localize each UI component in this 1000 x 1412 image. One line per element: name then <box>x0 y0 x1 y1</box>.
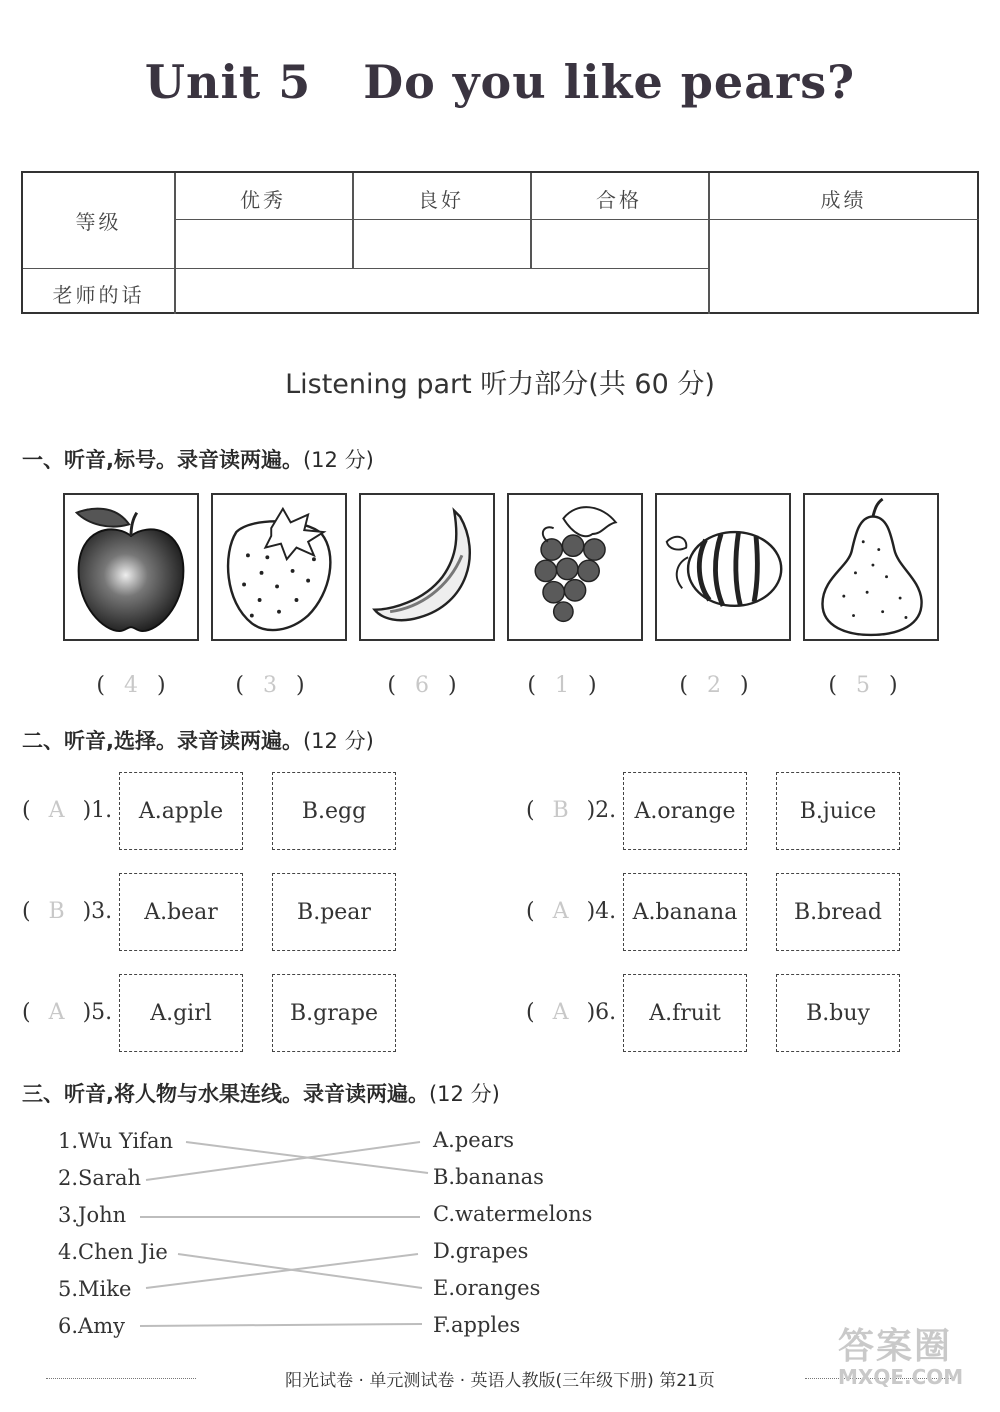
col-score: 成绩 <box>820 188 867 212</box>
q2-4-option-b[interactable]: B.bread <box>776 873 900 951</box>
watermark-logo: 答案圈 MXQE.COM <box>838 1326 964 1389</box>
q2-question-4[interactable]: ( A )4. <box>526 899 617 924</box>
section3-heading: 三、听音,将人物与水果连线。录音读两遍。(12 分) <box>22 1082 500 1106</box>
q2-question-5[interactable]: ( A )5. <box>22 1000 113 1025</box>
banana-icon <box>359 493 495 641</box>
q2-4-option-a[interactable]: A.banana <box>623 873 747 951</box>
person-5[interactable]: 5.Mike <box>58 1277 132 1301</box>
fruit-option-e[interactable]: E.oranges <box>433 1276 541 1300</box>
section2-heading: 二、听音,选择。录音读两遍。(12 分) <box>22 729 374 753</box>
grade-table <box>21 171 979 314</box>
q2-5-option-b[interactable]: B.grape <box>272 974 396 1052</box>
fruit-option-c[interactable]: C.watermelons <box>433 1202 593 1226</box>
q2-6-option-a[interactable]: A.fruit <box>623 974 747 1052</box>
section1-answer-6[interactable]: ( 5 ) <box>828 673 898 698</box>
person-4[interactable]: 4.Chen Jie <box>58 1240 168 1264</box>
fruit-option-d[interactable]: D.grapes <box>433 1239 529 1263</box>
match-line-1-b <box>186 1142 428 1173</box>
q2-6-option-b[interactable]: B.buy <box>776 974 900 1052</box>
q2-3-option-a[interactable]: A.bear <box>119 873 243 951</box>
listening-header: Listening part 听力部分(共 60 分) <box>285 369 715 400</box>
section1-answer-4[interactable]: ( 1 ) <box>527 673 597 698</box>
q2-question-1[interactable]: ( A )1. <box>22 798 113 823</box>
unit-label: Unit 5 <box>144 55 312 109</box>
person-6[interactable]: 6.Amy <box>58 1314 125 1338</box>
section1-answer-3[interactable]: ( 6 ) <box>387 673 457 698</box>
q2-1-option-b[interactable]: B.egg <box>272 772 396 850</box>
teacher-comment-label: 老师的话 <box>52 283 145 307</box>
q2-question-2[interactable]: ( B )2. <box>526 798 617 823</box>
apple-icon <box>63 493 199 641</box>
section1-answer-5[interactable]: ( 2 ) <box>679 673 749 698</box>
fruit-option-b[interactable]: B.bananas <box>433 1165 544 1189</box>
q2-2-option-b[interactable]: B.juice <box>776 772 900 850</box>
col-good: 良好 <box>418 188 464 212</box>
person-1[interactable]: 1.Wu Yifan <box>58 1129 173 1153</box>
col-excellent: 优秀 <box>240 188 286 212</box>
section1-answer-1[interactable]: ( 4 ) <box>96 673 166 698</box>
person-2[interactable]: 2.Sarah <box>58 1166 142 1190</box>
match-line-6-f <box>140 1324 422 1326</box>
page-footer: 阳光试卷 · 单元测试卷 · 英语人教版(三年级下册) 第21页 <box>285 1371 715 1391</box>
section1-heading: 一、听音,标号。录音读两遍。(12 分) <box>22 448 374 472</box>
pear-icon <box>803 493 939 641</box>
unit-question: Do you like pears? <box>363 55 856 109</box>
watermelon-icon <box>655 493 791 641</box>
grade-label: 等级 <box>75 210 122 234</box>
q2-3-option-b[interactable]: B.pear <box>272 873 396 951</box>
match-line-2-a <box>146 1142 420 1180</box>
col-pass: 合格 <box>596 188 642 212</box>
match-line-5-d <box>146 1254 418 1288</box>
q2-question-6[interactable]: ( A )6. <box>526 1000 617 1025</box>
fruit-option-f[interactable]: F.apples <box>433 1313 521 1337</box>
section1-answer-2[interactable]: ( 3 ) <box>235 673 305 698</box>
match-line-4-e <box>178 1254 422 1288</box>
strawberry-icon <box>211 493 347 641</box>
q2-5-option-a[interactable]: A.girl <box>119 974 243 1052</box>
q2-1-option-a[interactable]: A.apple <box>119 772 243 850</box>
q2-2-option-a[interactable]: A.orange <box>623 772 747 850</box>
grapes-icon <box>507 493 643 641</box>
q2-question-3[interactable]: ( B )3. <box>22 899 113 924</box>
fruit-option-a[interactable]: A.pears <box>433 1128 515 1152</box>
person-3[interactable]: 3.John <box>58 1203 127 1227</box>
page-title <box>0 55 1000 109</box>
